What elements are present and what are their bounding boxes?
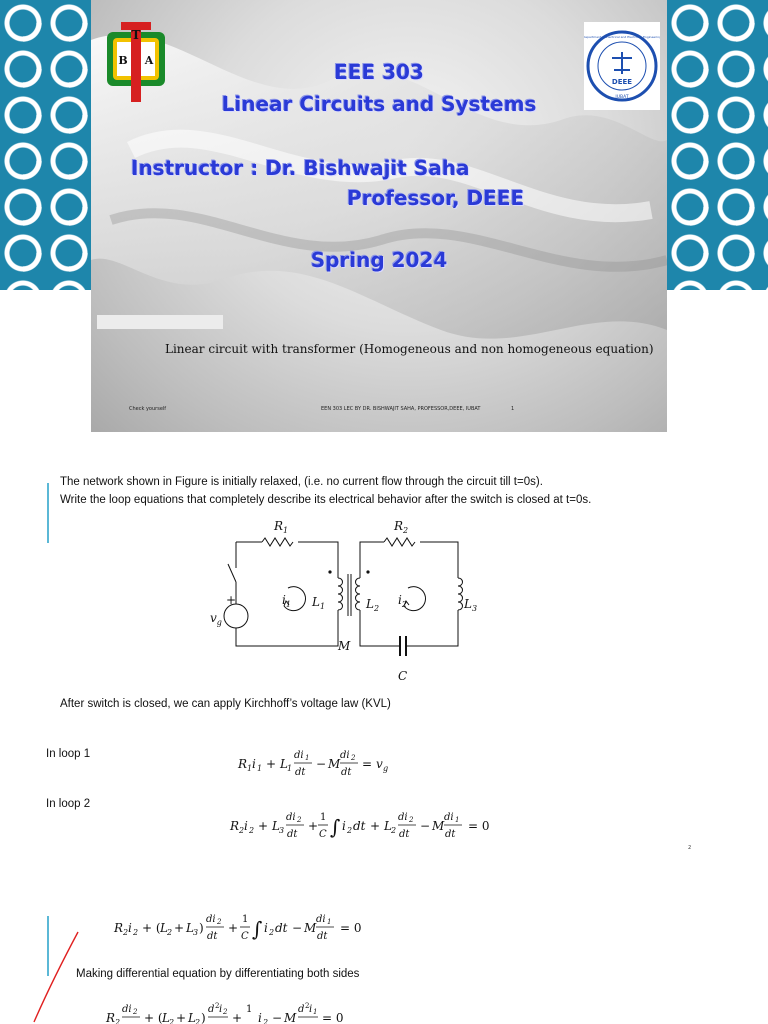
svg-text:dt: dt — [399, 829, 410, 840]
inductor-l3 — [458, 578, 463, 610]
svg-text:+: + — [228, 921, 239, 935]
svg-text:i: i — [309, 1004, 313, 1015]
svg-text:M: M — [432, 819, 445, 833]
logo-letter-t: T — [131, 28, 141, 42]
svg-text:= 0: = 0 — [468, 819, 490, 833]
dept-logo-center-text: DEEE — [611, 78, 633, 86]
svg-text:+ (: + ( — [144, 1011, 163, 1024]
svg-text:i: i — [258, 1011, 262, 1024]
svg-text:1: 1 — [247, 764, 253, 773]
svg-text:dt: dt — [287, 829, 298, 840]
svg-text:1: 1 — [305, 754, 310, 762]
svg-text:+: + — [174, 921, 185, 935]
svg-text:∫: ∫ — [252, 917, 263, 941]
svg-text:+: + — [308, 819, 319, 833]
svg-text:di: di — [398, 812, 408, 823]
svg-text:dt: dt — [353, 819, 366, 833]
svg-text:2: 2 — [215, 1002, 220, 1010]
svg-text:1: 1 — [257, 764, 263, 773]
svg-text:1: 1 — [313, 1008, 318, 1016]
accent-bar — [47, 483, 49, 543]
slide-subtitle: Linear circuit with transformer (Homogeneous and non homogeneous equation) — [165, 342, 654, 356]
svg-text:i2: $i_2$ — [398, 593, 407, 609]
svg-text:1: 1 — [327, 918, 332, 926]
svg-text:di: di — [206, 914, 216, 925]
svg-text:+: + — [176, 1011, 187, 1024]
accent-bar-2 — [47, 916, 49, 976]
svg-text:2: 2 — [217, 918, 222, 926]
svg-text:R2: $R_2$ — [394, 519, 409, 535]
svg-text:M: M — [338, 639, 351, 653]
svg-text:i: i — [128, 921, 132, 935]
term: Spring 2024 — [310, 248, 448, 272]
svg-text:2: 2 — [195, 1018, 201, 1024]
svg-text:di: di — [444, 812, 454, 823]
svg-text:2: 2 — [167, 928, 173, 937]
svg-text:di: di — [286, 812, 296, 823]
svg-text:1: 1 — [242, 914, 249, 925]
resistor-r1 — [262, 538, 293, 546]
svg-text:2: 2 — [249, 826, 255, 835]
svg-text:vg: $v_g$ — [210, 611, 222, 627]
svg-text:=: = — [362, 757, 373, 771]
svg-text:2: 2 — [133, 1008, 138, 1016]
svg-text:i: i — [219, 1004, 223, 1015]
svg-text:C: C — [319, 829, 327, 840]
svg-text:dt: dt — [207, 931, 218, 942]
slide-background — [91, 0, 667, 432]
combined-equation — [112, 906, 412, 948]
decorative-bar — [97, 315, 223, 329]
svg-text:M: M — [328, 757, 341, 771]
svg-text:= 0: = 0 — [340, 921, 362, 935]
svg-text:+ (: + ( — [142, 921, 161, 935]
problem-statement-line2: Write the loop equations that completely describe its electrical behavior after the switch is closed at t=0s. — [60, 494, 592, 506]
loop2-label: In loop 2 — [46, 798, 91, 810]
svg-text:L: L — [160, 921, 168, 935]
svg-text:L3: $L_3$ — [464, 597, 478, 613]
slide-number-2: 2 — [688, 845, 692, 851]
svg-text:dt: dt — [295, 767, 306, 778]
svg-text:di: di — [316, 914, 326, 925]
svg-text:2: 2 — [351, 754, 356, 762]
svg-text:M: M — [304, 921, 317, 935]
footer-left: Check yourself — [129, 406, 167, 412]
svg-text:2: 2 — [305, 1002, 310, 1010]
svg-text:R: R — [238, 757, 248, 771]
svg-text:dt: dt — [317, 931, 328, 942]
svg-text:dt: dt — [275, 921, 288, 935]
svg-text:d: d — [298, 1004, 305, 1015]
dept-logo-ring-text: Department of Electrical and Electronic Engineering — [584, 35, 660, 39]
svg-text:−: − — [316, 757, 327, 771]
circuit-diagram — [200, 516, 500, 686]
svg-text:L2: $L_2$ — [366, 597, 380, 613]
svg-text:d: d — [208, 1004, 215, 1015]
svg-text:2: 2 — [347, 826, 353, 835]
svg-text:L: L — [186, 921, 194, 935]
svg-text:2: 2 — [169, 1018, 175, 1024]
inductor-l1 — [338, 578, 343, 610]
differentiation-statement: Making differential equation by differentiating both sides — [76, 968, 360, 980]
dot-l2 — [366, 570, 369, 573]
svg-text:L: L — [162, 1011, 170, 1024]
svg-text:3: 3 — [193, 928, 199, 937]
svg-text:R: R — [114, 921, 124, 935]
decorative-pattern-right — [667, 0, 768, 290]
logo-letter-b: B — [118, 54, 128, 67]
svg-text:dt: dt — [445, 829, 456, 840]
svg-text:2: 2 — [269, 928, 275, 937]
svg-text:R: R — [230, 819, 240, 833]
svg-text:1: 1 — [287, 764, 293, 773]
svg-text:1: 1 — [455, 816, 460, 824]
svg-text:2: 2 — [239, 826, 245, 835]
svg-text:i: i — [244, 819, 248, 833]
dept-logo-bottom-text: IUBAT — [615, 95, 629, 100]
svg-text:−: − — [292, 921, 303, 935]
loop1-equation — [236, 744, 416, 784]
svg-text:i: i — [264, 921, 268, 935]
svg-text:C: C — [241, 931, 249, 942]
voltage-source-vg — [224, 604, 248, 628]
svg-text:): ) — [201, 1011, 206, 1024]
capacitor-c — [400, 636, 406, 656]
inductor-l2 — [356, 578, 361, 610]
svg-text:L1: $L_1$ — [312, 595, 326, 611]
svg-text:+: + — [226, 593, 237, 607]
svg-text:1: 1 — [320, 812, 327, 823]
dot-l1 — [328, 570, 331, 573]
svg-text:2: 2 — [263, 1018, 269, 1024]
svg-text:L: L — [384, 819, 392, 833]
transformer-core — [348, 574, 351, 616]
svg-text:−: − — [272, 1011, 283, 1024]
svg-text:di: di — [122, 1004, 132, 1015]
svg-text:2: 2 — [409, 816, 414, 824]
svg-text:+: + — [258, 819, 269, 833]
svg-text:2: 2 — [115, 1018, 121, 1024]
decorative-pattern-left — [0, 0, 92, 290]
svg-text:−: − — [420, 819, 431, 833]
svg-text:L: L — [188, 1011, 196, 1024]
svg-text:2: 2 — [133, 928, 139, 937]
resistor-r2 — [384, 538, 415, 546]
svg-text:di: di — [294, 750, 304, 761]
title-slide — [0, 0, 768, 440]
problem-statement-line1: The network shown in Figure is initially relaxed, (i.e. no current flow through the circuit till t=0s). — [60, 476, 543, 488]
svg-text:dt: dt — [341, 767, 352, 778]
loop2-current-arrow — [404, 587, 425, 611]
instructor-name: Instructor : Dr. Bishwajit Saha — [131, 156, 470, 180]
svg-text:M: M — [284, 1011, 297, 1024]
svg-text:2: 2 — [123, 928, 129, 937]
svg-text:L: L — [272, 819, 280, 833]
svg-text:+: + — [232, 1011, 243, 1024]
loop1-label: In loop 1 — [46, 748, 91, 760]
svg-text:i: i — [342, 819, 346, 833]
svg-text:+: + — [266, 757, 277, 771]
svg-text:1: 1 — [246, 1004, 253, 1015]
svg-text:C: C — [398, 669, 408, 683]
switch — [228, 564, 236, 582]
loop2-equation — [228, 804, 528, 846]
footer-center: EEN 303 LEC BY DR. BISHWAJIT SAHA, PROFESSOR,DEEE, IUBAT — [321, 406, 481, 412]
svg-text:v: v — [376, 757, 383, 771]
svg-text:): ) — [199, 921, 204, 935]
svg-text:2: 2 — [297, 816, 302, 824]
svg-text:di: di — [340, 750, 350, 761]
logo-letter-a: A — [144, 54, 154, 67]
svg-text:g: g — [383, 764, 389, 773]
svg-text:R: R — [106, 1011, 116, 1024]
kvl-statement: After switch is closed, we can apply Kirchhoff’s voltage law (KVL) — [60, 698, 391, 710]
svg-text:2: 2 — [223, 1008, 228, 1016]
svg-text:i1: $i_1$ — [282, 593, 291, 609]
svg-text:R1: $R_1$ — [274, 519, 289, 535]
svg-text:i: i — [252, 757, 256, 771]
slide-number: 1 — [511, 406, 515, 412]
svg-text:L: L — [280, 757, 288, 771]
differentiated-equation — [104, 996, 404, 1024]
svg-text:+: + — [370, 819, 381, 833]
course-title: Linear Circuits and Systems — [221, 92, 537, 116]
svg-text:3: 3 — [279, 826, 285, 835]
svg-text:= 0: = 0 — [322, 1011, 344, 1024]
svg-text:∫: ∫ — [330, 815, 341, 839]
course-code: EEE 303 — [334, 60, 424, 84]
svg-text:2: 2 — [391, 826, 397, 835]
instructor-position: Professor, DEEE — [347, 186, 525, 210]
